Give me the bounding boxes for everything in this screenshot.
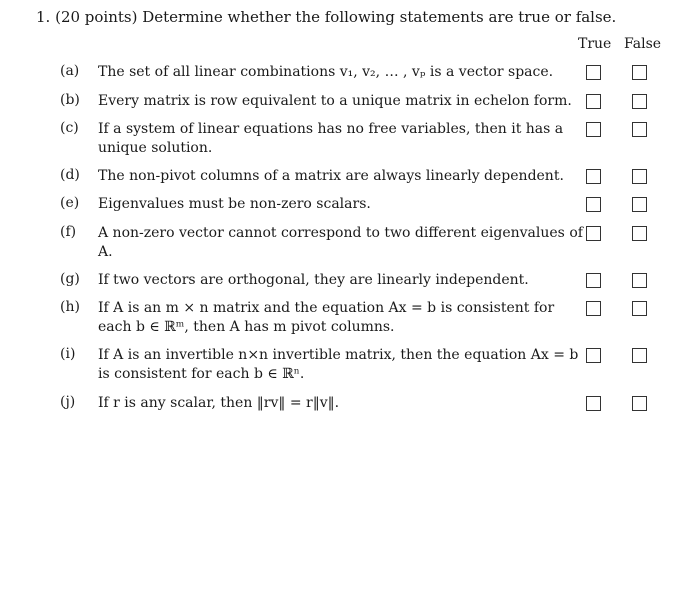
false-checkbox[interactable] <box>632 122 647 137</box>
true-checkbox[interactable] <box>586 197 601 212</box>
false-checkbox[interactable] <box>632 348 647 363</box>
statement-text <box>98 195 564 214</box>
statement-label: (e) <box>60 195 80 211</box>
false-checkbox[interactable] <box>632 94 647 109</box>
statement-text <box>98 167 564 186</box>
statement-line: The set of all linear combinations v₁, v₂, … , vₚ is a vector space. <box>98 64 554 80</box>
false-checkbox[interactable] <box>632 65 647 80</box>
statement-text <box>98 63 564 82</box>
false-checkbox[interactable] <box>632 197 647 212</box>
statement-text <box>98 299 564 337</box>
statement-label: (j) <box>60 394 76 410</box>
statement-line: is consistent for each b ∈ ℝⁿ. <box>98 366 305 382</box>
true-checkbox[interactable] <box>586 348 601 363</box>
statement-line: If A is an invertible n×n invertible matrix, then the equation Ax = b <box>98 347 579 363</box>
statement-label: (c) <box>60 120 79 136</box>
statement-line: Every matrix is row equivalent to a unique matrix in echelon form. <box>98 93 572 109</box>
false-column-header: False <box>624 36 662 52</box>
true-column-header: True <box>578 36 612 52</box>
statement-label: (b) <box>60 92 80 108</box>
false-checkbox[interactable] <box>632 169 647 184</box>
statement-line: If A is an m × n matrix and the equation Ax = b is consistent for <box>98 300 555 316</box>
question-heading <box>36 8 616 26</box>
statement-line: A. <box>98 244 113 260</box>
statement-line: If r is any scalar, then ‖rv‖ = r‖v‖. <box>98 395 340 411</box>
statement-text <box>98 394 564 413</box>
question-text: (20 points) Determine whether the following statements are true or false. <box>55 8 617 26</box>
true-checkbox[interactable] <box>586 94 601 109</box>
statement-line: If two vectors are orthogonal, they are linearly independent. <box>98 272 529 288</box>
statement-line: If a system of linear equations has no free variables, then it has a <box>98 121 564 137</box>
statement-label: (g) <box>60 271 80 287</box>
true-checkbox[interactable] <box>586 122 601 137</box>
statement-label: (f) <box>60 224 77 240</box>
statement-label: (i) <box>60 346 76 362</box>
true-checkbox[interactable] <box>586 169 601 184</box>
statement-line: each b ∈ ℝᵐ, then A has m pivot columns. <box>98 319 395 335</box>
statement-line: unique solution. <box>98 140 213 156</box>
statement-text <box>98 224 583 262</box>
statement-label: (d) <box>60 167 80 183</box>
statement-label: (h) <box>60 299 80 315</box>
false-checkbox[interactable] <box>632 396 647 411</box>
true-checkbox[interactable] <box>586 226 601 241</box>
statement-line: A non-zero vector cannot correspond to two different eigenvalues of <box>98 225 583 241</box>
statement-label: (a) <box>60 63 80 79</box>
statement-text <box>98 92 572 111</box>
true-checkbox[interactable] <box>586 273 601 288</box>
false-checkbox[interactable] <box>632 301 647 316</box>
statement-text <box>98 346 579 384</box>
true-checkbox[interactable] <box>586 65 601 80</box>
false-checkbox[interactable] <box>632 273 647 288</box>
statement-line: The non-pivot columns of a matrix are always linearly dependent. <box>98 168 564 184</box>
question-number: 1. <box>36 8 51 26</box>
statement-text <box>98 271 564 290</box>
true-checkbox[interactable] <box>586 301 601 316</box>
true-checkbox[interactable] <box>586 396 601 411</box>
statement-text <box>98 120 564 158</box>
false-checkbox[interactable] <box>632 226 647 241</box>
statement-line: Eigenvalues must be non-zero scalars. <box>98 196 371 212</box>
